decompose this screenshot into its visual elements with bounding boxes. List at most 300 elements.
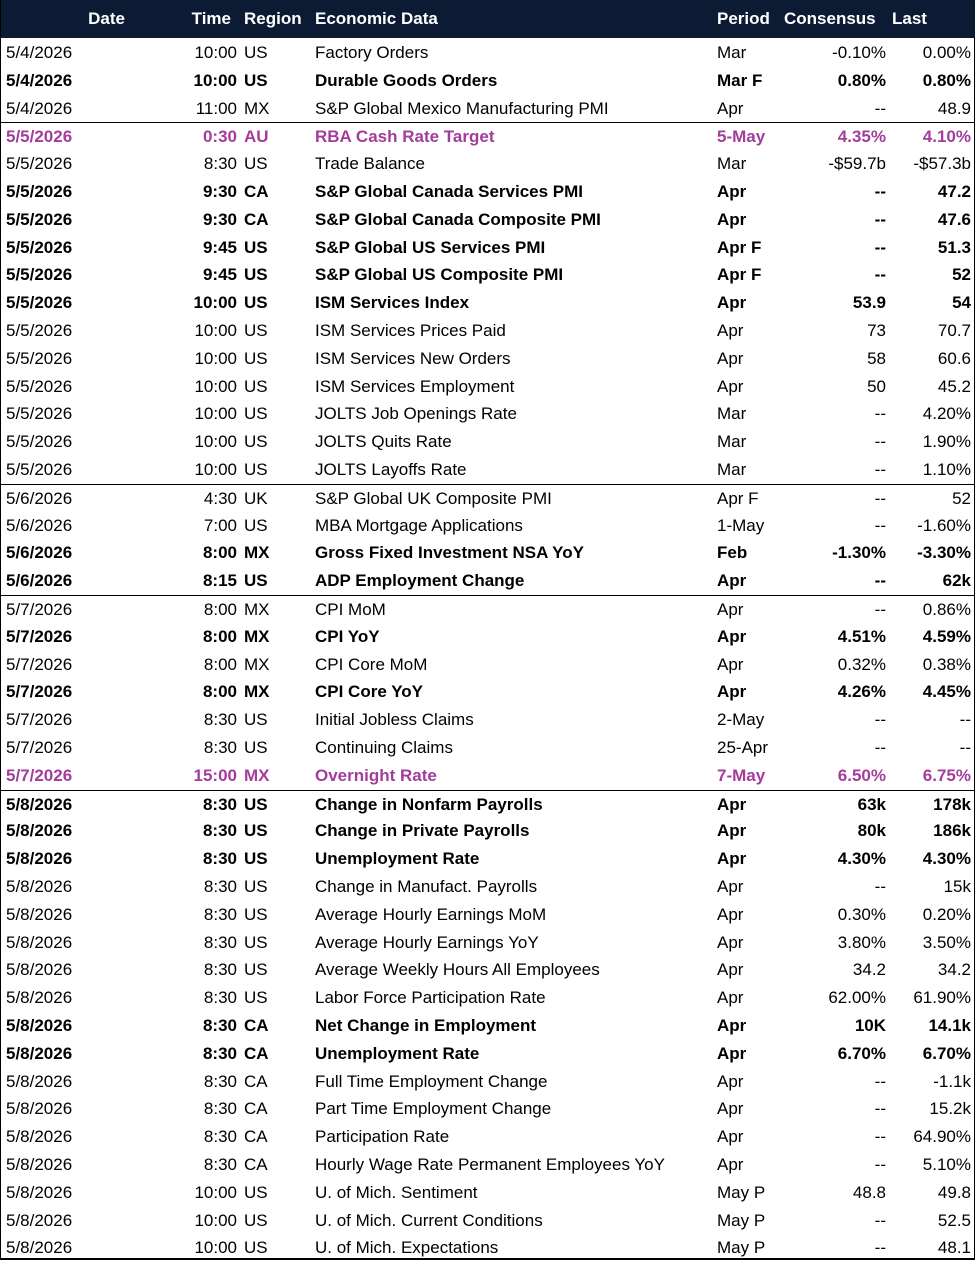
cell-region: UK xyxy=(244,488,268,508)
cell-region: US xyxy=(244,821,268,841)
cell-consensus: -- xyxy=(874,209,886,229)
cell-consensus: -- xyxy=(874,1071,886,1091)
table-row xyxy=(1,289,974,317)
cell-period: Mar F xyxy=(717,70,763,90)
table-row xyxy=(1,595,974,624)
cell-consensus: 6.70% xyxy=(837,1043,886,1063)
cell-consensus: 3.80% xyxy=(837,932,886,952)
cell-time: 8:30 xyxy=(202,1016,237,1035)
cell-date: 5/5/2026 xyxy=(6,237,73,257)
cell-last: 52 xyxy=(952,488,971,508)
cell-region: CA xyxy=(244,1155,268,1174)
cell-last: 6.75% xyxy=(922,765,971,785)
cell-consensus: 48.8 xyxy=(852,1182,886,1202)
cell-region: US xyxy=(244,571,268,591)
table-row xyxy=(1,901,974,929)
cell-last: 45.2 xyxy=(937,376,971,396)
table-row xyxy=(1,790,974,819)
cell-region: US xyxy=(244,432,268,452)
cell-event: JOLTS Layoffs Rate xyxy=(315,460,467,479)
cell-time: 8:30 xyxy=(203,960,237,980)
cell-consensus: 10K xyxy=(854,1016,886,1035)
cell-consensus: 0.80% xyxy=(837,70,886,90)
header-row xyxy=(1,0,975,38)
cell-consensus: -- xyxy=(874,404,886,424)
table-row xyxy=(1,1179,974,1207)
cell-region: US xyxy=(244,321,268,340)
cell-period: Apr xyxy=(717,1016,747,1035)
cell-period: Apr xyxy=(717,626,747,646)
cell-event: Initial Jobless Claims xyxy=(315,710,474,730)
cell-consensus: 0.32% xyxy=(837,654,886,674)
table-row xyxy=(1,261,974,289)
cell-date: 5/8/2026 xyxy=(6,794,73,814)
cell-event: U. of Mich. Expectations xyxy=(315,1238,499,1258)
cell-time: 9:45 xyxy=(202,237,237,257)
cell-date: 5/8/2026 xyxy=(6,1099,73,1119)
cell-date: 5/4/2026 xyxy=(6,43,73,62)
cell-consensus: 53.9 xyxy=(852,293,886,313)
header-time: Time xyxy=(191,9,231,28)
header-region: Region xyxy=(244,9,302,28)
cell-region: US xyxy=(244,348,268,368)
table-row xyxy=(1,651,974,679)
cell-period: Mar xyxy=(717,460,747,479)
cell-event: Gross Fixed Investment NSA YoY xyxy=(315,543,584,563)
cell-time: 10:00 xyxy=(194,43,237,62)
cell-region: US xyxy=(244,404,268,424)
cell-time: 8:15 xyxy=(202,571,237,591)
cell-event: CPI Core YoY xyxy=(315,682,424,702)
cell-consensus: -- xyxy=(874,1127,886,1147)
table-row xyxy=(1,1012,974,1040)
cell-last: 4.30% xyxy=(922,849,971,869)
cell-time: 8:30 xyxy=(203,1127,237,1147)
cell-period: Apr xyxy=(717,600,744,619)
cell-consensus: 4.51% xyxy=(837,626,886,646)
cell-event: Durable Goods Orders xyxy=(315,70,498,90)
table-row xyxy=(1,1123,974,1151)
cell-last: 5.10% xyxy=(922,1155,971,1174)
table-row xyxy=(1,1207,974,1235)
table-row xyxy=(1,122,974,151)
table-row xyxy=(1,345,974,373)
cell-period: 5-May xyxy=(717,127,766,147)
cell-period: Mar xyxy=(717,432,747,452)
cell-date: 5/5/2026 xyxy=(6,154,73,174)
cell-consensus: -- xyxy=(874,182,886,201)
cell-period: Apr xyxy=(717,960,744,980)
cell-time: 4:30 xyxy=(203,488,237,508)
cell-consensus: -$59.7b xyxy=(828,154,886,174)
cell-period: Apr xyxy=(717,571,747,591)
cell-date: 5/7/2026 xyxy=(6,738,73,757)
cell-event: ISM Services Index xyxy=(315,293,470,313)
table-row xyxy=(1,456,974,484)
cell-last: 3.50% xyxy=(922,932,971,952)
cell-last: -$57.3b xyxy=(913,154,971,174)
table-row xyxy=(1,373,974,401)
cell-time: 9:30 xyxy=(202,182,237,201)
cell-time: 11:00 xyxy=(195,98,237,118)
cell-date: 5/5/2026 xyxy=(6,404,73,424)
cell-consensus: -0.10% xyxy=(832,43,886,62)
cell-consensus: -- xyxy=(874,877,886,896)
cell-region: US xyxy=(244,988,268,1008)
cell-consensus: 63k xyxy=(857,794,886,814)
cell-event: Average Hourly Earnings MoM xyxy=(315,904,547,924)
cell-consensus: 4.26% xyxy=(837,682,886,702)
cell-time: 9:45 xyxy=(202,265,237,285)
cell-date: 5/8/2026 xyxy=(6,1043,73,1063)
cell-date: 5/8/2026 xyxy=(6,849,73,869)
cell-time: 8:30 xyxy=(203,904,237,924)
cell-period: Apr xyxy=(717,1071,744,1091)
cell-consensus: -- xyxy=(874,488,886,508)
cell-event: MBA Mortgage Applications xyxy=(315,515,523,535)
cell-period: Apr xyxy=(717,182,747,201)
cell-event: Unemployment Rate xyxy=(315,1043,480,1063)
cell-last: 54 xyxy=(952,293,971,313)
cell-last: 186k xyxy=(933,821,971,841)
cell-period: Apr F xyxy=(717,488,759,508)
cell-time: 8:00 xyxy=(202,626,237,646)
cell-period: Mar xyxy=(717,154,747,174)
cell-last: 0.20% xyxy=(922,904,971,924)
cell-period: Apr xyxy=(717,1155,744,1174)
cell-date: 5/5/2026 xyxy=(6,376,73,396)
cell-last: 60.6 xyxy=(937,348,971,368)
cell-period: Apr xyxy=(717,988,744,1008)
cell-period: 2-May xyxy=(717,710,765,730)
cell-time: 10:00 xyxy=(194,1210,237,1230)
cell-period: Apr xyxy=(717,932,744,952)
cell-region: US xyxy=(244,43,268,62)
cell-date: 5/8/2026 xyxy=(6,1155,73,1174)
cell-period: Apr xyxy=(717,98,744,118)
cell-consensus: 62.00% xyxy=(828,988,886,1008)
table-row xyxy=(1,817,974,845)
cell-last: 48.9 xyxy=(937,98,971,118)
table-row xyxy=(1,678,974,706)
cell-consensus: -- xyxy=(874,98,886,118)
cell-time: 8:30 xyxy=(202,1043,237,1063)
cell-region: MX xyxy=(244,765,270,785)
cell-event: S&P Global Mexico Manufacturing PMI xyxy=(315,98,609,118)
cell-consensus: -- xyxy=(874,432,886,452)
cell-period: Apr F xyxy=(717,265,762,285)
cell-date: 5/8/2026 xyxy=(6,1016,73,1035)
cell-region: US xyxy=(244,265,268,285)
table-row xyxy=(1,317,974,345)
cell-event: JOLTS Quits Rate xyxy=(315,432,452,452)
table-row xyxy=(1,95,974,123)
cell-last: 34.2 xyxy=(937,960,971,980)
cell-date: 5/5/2026 xyxy=(6,182,73,201)
cell-region: US xyxy=(244,1210,268,1230)
cell-event: JOLTS Job Openings Rate xyxy=(315,404,517,424)
cell-time: 10:00 xyxy=(193,293,237,313)
cell-date: 5/5/2026 xyxy=(6,127,73,147)
table-row xyxy=(1,873,974,901)
cell-date: 5/5/2026 xyxy=(6,265,73,285)
table-row xyxy=(1,150,974,178)
table-row xyxy=(1,734,974,762)
cell-period: Apr xyxy=(717,348,744,368)
cell-event: Change in Manufact. Payrolls xyxy=(315,877,538,896)
cell-consensus: -- xyxy=(874,1155,886,1174)
table-row xyxy=(1,1234,974,1262)
cell-region: US xyxy=(244,877,268,896)
cell-region: US xyxy=(244,1182,268,1202)
cell-last: 52.5 xyxy=(937,1210,971,1230)
cell-region: CA xyxy=(244,1043,269,1063)
cell-time: 0:30 xyxy=(202,127,237,147)
cell-event: S&P Global Canada Services PMI xyxy=(315,182,584,201)
cell-period: Apr xyxy=(717,654,744,674)
cell-region: US xyxy=(244,1238,268,1258)
cell-date: 5/5/2026 xyxy=(6,321,73,340)
cell-event: U. of Mich. Current Conditions xyxy=(315,1210,543,1230)
cell-period: Apr xyxy=(717,321,744,340)
cell-period: 7-May xyxy=(717,765,766,785)
cell-time: 8:30 xyxy=(203,1099,237,1119)
header-period: Period xyxy=(717,9,770,28)
cell-last: 1.10% xyxy=(922,460,971,479)
table-row xyxy=(1,178,974,206)
cell-time: 8:30 xyxy=(203,932,237,952)
cell-time: 10:00 xyxy=(194,376,237,396)
cell-period: May P xyxy=(717,1210,766,1230)
cell-event: ISM Services Employment xyxy=(315,376,515,396)
cell-last: -1.60% xyxy=(917,515,971,535)
cell-last: 1.90% xyxy=(922,432,971,452)
cell-consensus: -- xyxy=(874,265,886,285)
cell-period: Mar xyxy=(717,404,747,424)
cell-region: US xyxy=(244,293,268,313)
cell-last: 49.8 xyxy=(937,1182,971,1202)
cell-consensus: -- xyxy=(874,237,886,257)
cell-date: 5/5/2026 xyxy=(6,293,73,313)
cell-last: 70.7 xyxy=(937,321,971,340)
cell-time: 8:30 xyxy=(203,1155,237,1174)
cell-region: CA xyxy=(244,1127,268,1147)
cell-region: MX xyxy=(244,98,270,118)
cell-last: 0.86% xyxy=(922,600,971,619)
cell-time: 8:00 xyxy=(203,600,237,619)
cell-region: US xyxy=(244,460,268,479)
cell-region: CA xyxy=(244,1071,268,1091)
cell-date: 5/8/2026 xyxy=(6,877,73,896)
cell-time: 8:30 xyxy=(203,1071,237,1091)
cell-region: US xyxy=(244,70,268,90)
cell-date: 5/8/2026 xyxy=(6,1182,73,1202)
cell-time: 10:00 xyxy=(194,348,237,368)
cell-consensus: 50 xyxy=(867,376,886,396)
cell-date: 5/8/2026 xyxy=(6,932,73,952)
cell-time: 8:00 xyxy=(202,682,237,702)
cell-time: 10:00 xyxy=(194,1238,237,1258)
cell-event: Full Time Employment Change xyxy=(315,1071,548,1091)
table-row xyxy=(1,428,974,456)
cell-last: 61.90% xyxy=(913,988,971,1008)
header-date: Date xyxy=(88,9,125,28)
cell-period: Apr xyxy=(717,794,747,814)
cell-event: Change in Private Payrolls xyxy=(315,821,530,841)
cell-last: 14.1k xyxy=(928,1016,971,1035)
cell-consensus: 4.35% xyxy=(837,127,886,147)
cell-date: 5/6/2026 xyxy=(6,488,73,508)
cell-consensus: -- xyxy=(874,571,886,591)
cell-region: MX xyxy=(244,654,270,674)
table-row xyxy=(1,67,974,95)
cell-date: 5/6/2026 xyxy=(6,515,73,535)
cell-region: US xyxy=(244,515,268,535)
table-row xyxy=(1,929,974,957)
cell-region: AU xyxy=(244,127,269,147)
cell-last: 52 xyxy=(952,265,971,285)
cell-period: May P xyxy=(717,1238,766,1258)
cell-event: Hourly Wage Rate Permanent Employees YoY xyxy=(315,1155,665,1174)
cell-consensus: 58 xyxy=(867,348,886,368)
cell-date: 5/5/2026 xyxy=(6,348,73,368)
cell-time: 7:00 xyxy=(203,515,237,535)
cell-event: Factory Orders xyxy=(315,43,429,62)
table-row xyxy=(1,623,974,651)
cell-date: 5/8/2026 xyxy=(6,1127,73,1147)
cell-last: 4.59% xyxy=(922,626,971,646)
cell-event: Unemployment Rate xyxy=(315,849,480,869)
cell-last: 0.00% xyxy=(922,43,971,62)
table-row xyxy=(1,1040,974,1068)
cell-date: 5/4/2026 xyxy=(6,70,73,90)
cell-last: 4.45% xyxy=(922,682,971,702)
cell-last: 48.1 xyxy=(937,1238,971,1258)
cell-time: 10:00 xyxy=(194,1182,237,1202)
cell-last: 6.70% xyxy=(922,1043,971,1063)
cell-last: 15k xyxy=(943,877,971,896)
cell-region: MX xyxy=(244,543,270,563)
cell-time: 10:00 xyxy=(194,460,237,479)
cell-period: Apr xyxy=(717,376,744,396)
cell-period: Apr F xyxy=(717,237,762,257)
cell-last: 47.2 xyxy=(937,182,971,201)
cell-time: 8:30 xyxy=(203,154,237,174)
cell-last: 51.3 xyxy=(937,237,971,257)
table-row xyxy=(1,845,974,873)
cell-date: 5/7/2026 xyxy=(6,682,73,702)
cell-time: 10:00 xyxy=(194,432,237,452)
cell-date: 5/8/2026 xyxy=(6,904,73,924)
cell-date: 5/8/2026 xyxy=(6,1071,73,1091)
cell-consensus: -- xyxy=(874,1210,886,1230)
cell-period: Mar xyxy=(717,43,747,62)
cell-region: US xyxy=(244,904,268,924)
cell-consensus: 0.30% xyxy=(837,904,886,924)
cell-event: Continuing Claims xyxy=(315,738,453,757)
cell-event: S&P Global US Composite PMI xyxy=(315,265,564,285)
cell-consensus: 4.30% xyxy=(837,849,886,869)
cell-last: 4.20% xyxy=(922,404,971,424)
cell-time: 15:00 xyxy=(193,765,237,785)
cell-consensus: -- xyxy=(874,515,886,535)
cell-event: Labor Force Participation Rate xyxy=(315,988,546,1008)
cell-time: 8:30 xyxy=(203,877,237,896)
cell-time: 9:30 xyxy=(202,209,237,229)
cell-region: US xyxy=(244,738,268,757)
cell-event: S&P Global Canada Composite PMI xyxy=(315,209,601,229)
cell-event: Average Hourly Earnings YoY xyxy=(315,932,539,952)
cell-region: CA xyxy=(244,1099,268,1119)
cell-time: 8:00 xyxy=(203,654,237,674)
cell-event: U. of Mich. Sentiment xyxy=(315,1182,478,1202)
cell-period: Apr xyxy=(717,849,747,869)
cell-event: S&P Global UK Composite PMI xyxy=(315,488,552,508)
cell-date: 5/8/2026 xyxy=(6,960,73,980)
cell-date: 5/7/2026 xyxy=(6,654,73,674)
cell-date: 5/7/2026 xyxy=(6,710,73,730)
cell-consensus: -- xyxy=(874,1238,886,1258)
cell-region: US xyxy=(244,710,268,730)
cell-region: MX xyxy=(244,626,270,646)
cell-period: 1-May xyxy=(717,515,765,535)
table-row xyxy=(1,539,974,567)
cell-event: CPI YoY xyxy=(315,626,380,646)
cell-event: ISM Services Prices Paid xyxy=(315,321,506,340)
cell-region: US xyxy=(244,932,268,952)
cell-date: 5/5/2026 xyxy=(6,460,73,479)
cell-consensus: 73 xyxy=(867,321,886,340)
cell-region: MX xyxy=(244,682,270,702)
cell-last: -- xyxy=(959,710,971,730)
cell-region: US xyxy=(244,960,268,980)
cell-time: 8:30 xyxy=(203,738,237,757)
cell-time: 8:30 xyxy=(202,794,237,814)
cell-region: US xyxy=(244,794,268,814)
cell-event: CPI MoM xyxy=(315,600,386,619)
cell-region: CA xyxy=(244,209,269,229)
cell-region: CA xyxy=(244,1016,269,1035)
cell-date: 5/6/2026 xyxy=(6,571,73,591)
cell-time: 10:00 xyxy=(193,70,237,90)
cell-date: 5/5/2026 xyxy=(6,432,73,452)
cell-last: 62k xyxy=(942,571,971,591)
cell-consensus: -- xyxy=(874,738,886,757)
cell-consensus: -- xyxy=(874,710,886,730)
table-row xyxy=(1,39,974,67)
table-row xyxy=(1,762,974,790)
cell-region: US xyxy=(244,237,268,257)
cell-time: 8:30 xyxy=(203,710,237,730)
table-row xyxy=(1,984,974,1012)
table-row xyxy=(1,234,974,262)
cell-consensus: 80k xyxy=(857,821,886,841)
cell-date: 5/4/2026 xyxy=(6,98,73,118)
table-row xyxy=(1,1095,974,1123)
cell-period: Apr xyxy=(717,1043,747,1063)
cell-date: 5/7/2026 xyxy=(6,600,73,619)
cell-event: ISM Services New Orders xyxy=(315,348,511,368)
cell-time: 8:30 xyxy=(202,821,237,841)
table-row xyxy=(1,206,974,234)
cell-consensus: 6.50% xyxy=(837,765,886,785)
cell-event: Trade Balance xyxy=(315,154,425,174)
table-row xyxy=(1,1068,974,1096)
cell-consensus: -- xyxy=(874,1099,886,1119)
header-economic-data: Economic Data xyxy=(315,9,438,28)
cell-date: 5/8/2026 xyxy=(6,988,73,1008)
table-row xyxy=(1,1151,974,1179)
